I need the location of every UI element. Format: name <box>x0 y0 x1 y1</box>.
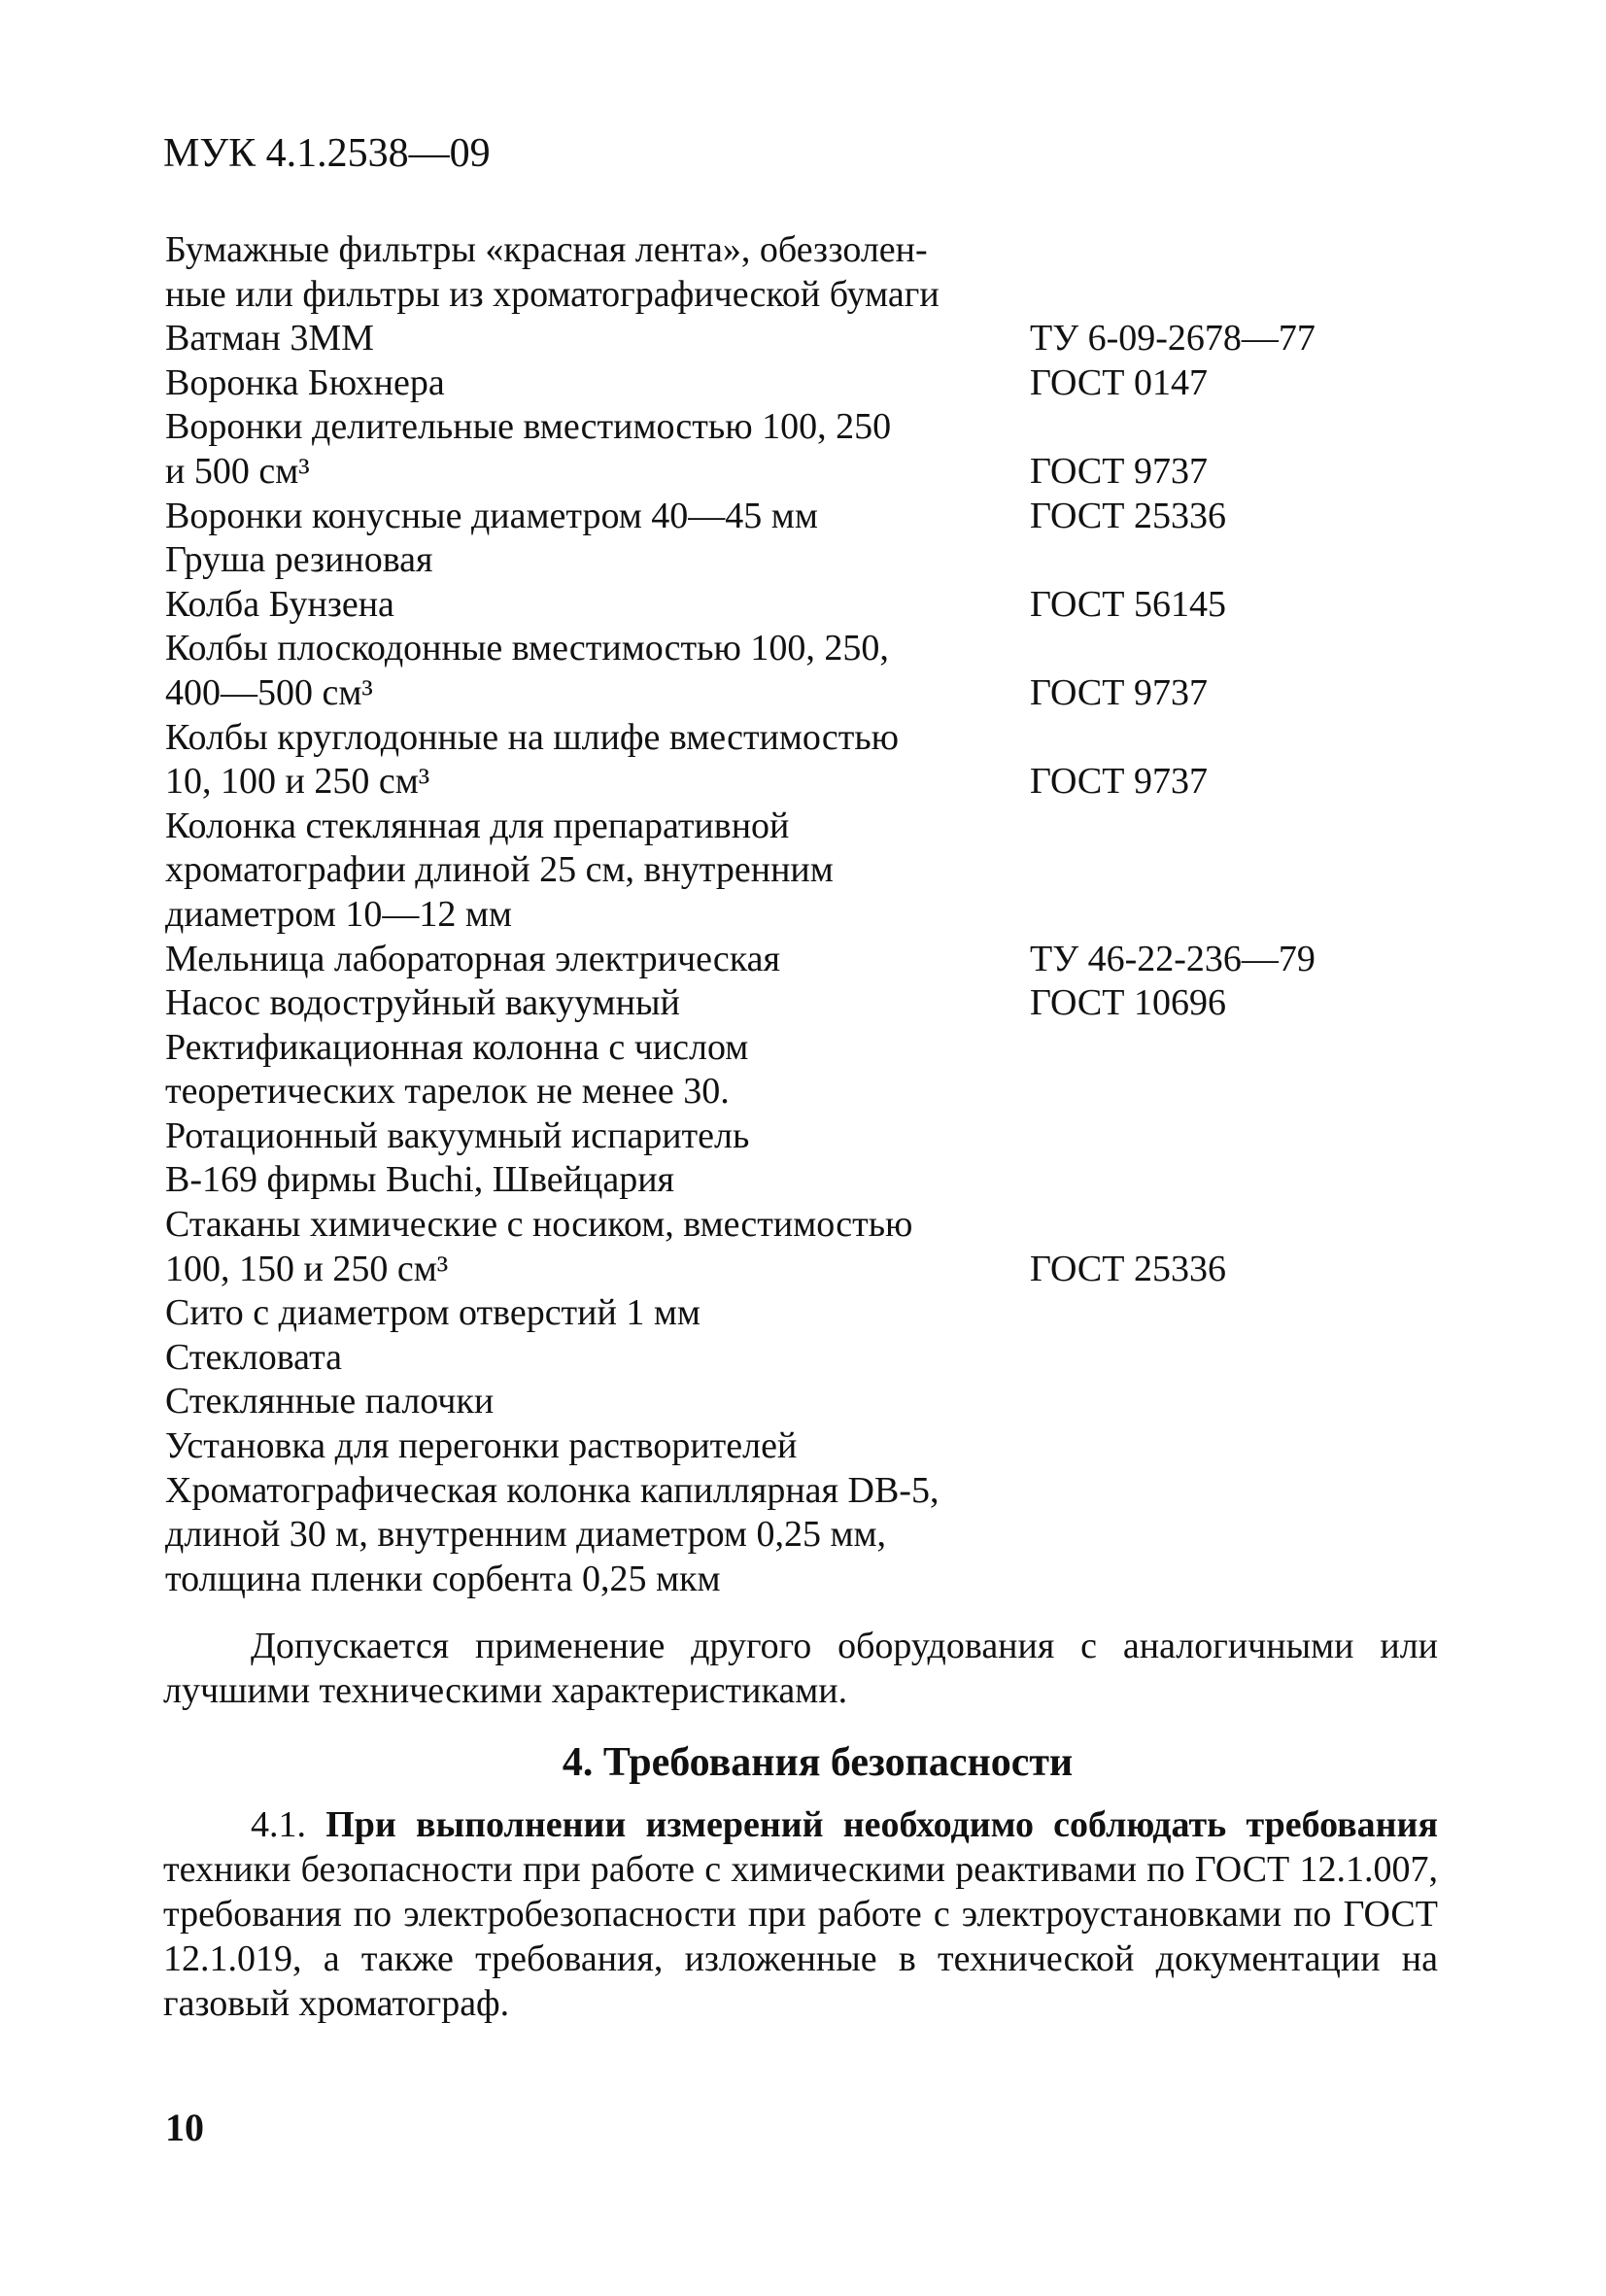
equipment-name: Колбы плоскодонные вместимостью 100, 250, 400—500 см³ <box>165 628 889 713</box>
equipment-standard: ТУ 46-22-236—79 <box>1030 938 1316 979</box>
equipment-standard: ГОСТ 0147 <box>1030 361 1208 403</box>
equipment-list <box>165 228 1457 1601</box>
equipment-item <box>165 583 1457 628</box>
equipment-item <box>165 981 1457 1026</box>
equipment-item <box>165 1469 1457 1602</box>
safety-paragraph <box>163 1802 1438 2026</box>
equipment-item <box>165 627 1457 715</box>
equipment-name: Стеклянные палочки <box>165 1381 495 1422</box>
equipment-item <box>165 538 1457 583</box>
equipment-name: Воронки конусные диаметром 40—45 мм <box>165 495 818 536</box>
equipment-item <box>165 1424 1457 1469</box>
equipment-note: Допускается применение другого оборудования с аналогичными или лучшими техническими характеристиками. <box>163 1626 1438 1711</box>
equipment-item <box>165 1114 1457 1203</box>
equipment-name: Воронки делительные вместимостью 100, 250 и 500 см³ <box>165 406 892 492</box>
equipment-standard: ГОСТ 56145 <box>1030 583 1226 625</box>
equipment-name: Колонка стеклянная для препаративной хроматографии длиной 25 см, внутренним диаметром 10—12 мм <box>165 805 834 935</box>
paragraph-lead: При выполнении измерений необходимо соблюдать требования <box>325 1804 1438 1845</box>
equipment-name: Бумажные фильтры «красная лента», обеззолен- ные или фильтры из хроматографической бумаги Ватман 3ММ <box>165 229 940 360</box>
equipment-item <box>165 405 1457 494</box>
equipment-name: Ректификационная колонна с числом теоретических тарелок не менее 30. <box>165 1026 749 1113</box>
equipment-standard: ГОСТ 9737 <box>1030 761 1208 803</box>
equipment-name: Воронка Бюхнера <box>165 361 445 403</box>
equipment-item <box>165 938 1457 982</box>
equipment-name: Насос водоструйный вакуумный <box>165 982 680 1024</box>
paragraph-number: 4.1. <box>251 1804 306 1845</box>
equipment-item <box>165 805 1457 938</box>
equipment-item <box>165 1026 1457 1114</box>
equipment-item <box>165 228 1457 361</box>
equipment-name: Колба Бунзена <box>165 583 394 625</box>
equipment-name: Хроматографическая колонка капиллярная DB-5, длиной 30 м, внутренним диаметром 0,25 мм, толщина пленки сорбента 0,25 мкм <box>165 1469 940 1599</box>
equipment-item <box>165 1380 1457 1424</box>
equipment-standard: ГОСТ 25336 <box>1030 1248 1226 1289</box>
equipment-name: Мельница лабораторная электрическая <box>165 938 780 979</box>
equipment-name: Стаканы химические с носиком, вместимостью 100, 150 и 250 см³ <box>165 1204 913 1289</box>
equipment-standard: ГОСТ 10696 <box>1030 982 1226 1024</box>
equipment-item <box>165 716 1457 805</box>
equipment-standard: ГОСТ 9737 <box>1030 671 1208 713</box>
equipment-name: Груша резиновая <box>165 539 433 581</box>
equipment-name: Сито с диаметром отверстий 1 мм <box>165 1292 700 1334</box>
equipment-standard: ГОСТ 9737 <box>1030 450 1208 492</box>
paragraph-text: техники безопасности при работе с химическими реактивами по ГОСТ 12.1.007, требования по электробезопасности при работе с электроустановками по ГОСТ 12.1.019, а также требования, изложенные в технической документации на газовый хроматограф. <box>163 1849 1438 2024</box>
equipment-name: Ротационный вакуумный испаритель В-169 фирмы Buchi, Швейцария <box>165 1114 750 1201</box>
section-title: 4. Требования безопасности <box>562 1740 1074 1785</box>
equipment-name: Колбы круглодонные на шлифе вместимостью 10, 100 и 250 см³ <box>165 716 900 803</box>
equipment-item <box>165 1291 1457 1336</box>
equipment-item <box>165 1203 1457 1291</box>
equipment-name: Установка для перегонки растворителей <box>165 1425 798 1467</box>
equipment-standard: ГОСТ 25336 <box>1030 495 1226 536</box>
equipment-standard: ТУ 6-09-2678—77 <box>1030 318 1316 360</box>
equipment-item <box>165 495 1457 539</box>
equipment-name: Стекловата <box>165 1336 343 1378</box>
equipment-item <box>165 361 1457 406</box>
page-number: 10 <box>165 2106 204 2149</box>
equipment-item <box>165 1336 1457 1381</box>
document-code-header: МУК 4.1.2538—09 <box>163 131 491 176</box>
